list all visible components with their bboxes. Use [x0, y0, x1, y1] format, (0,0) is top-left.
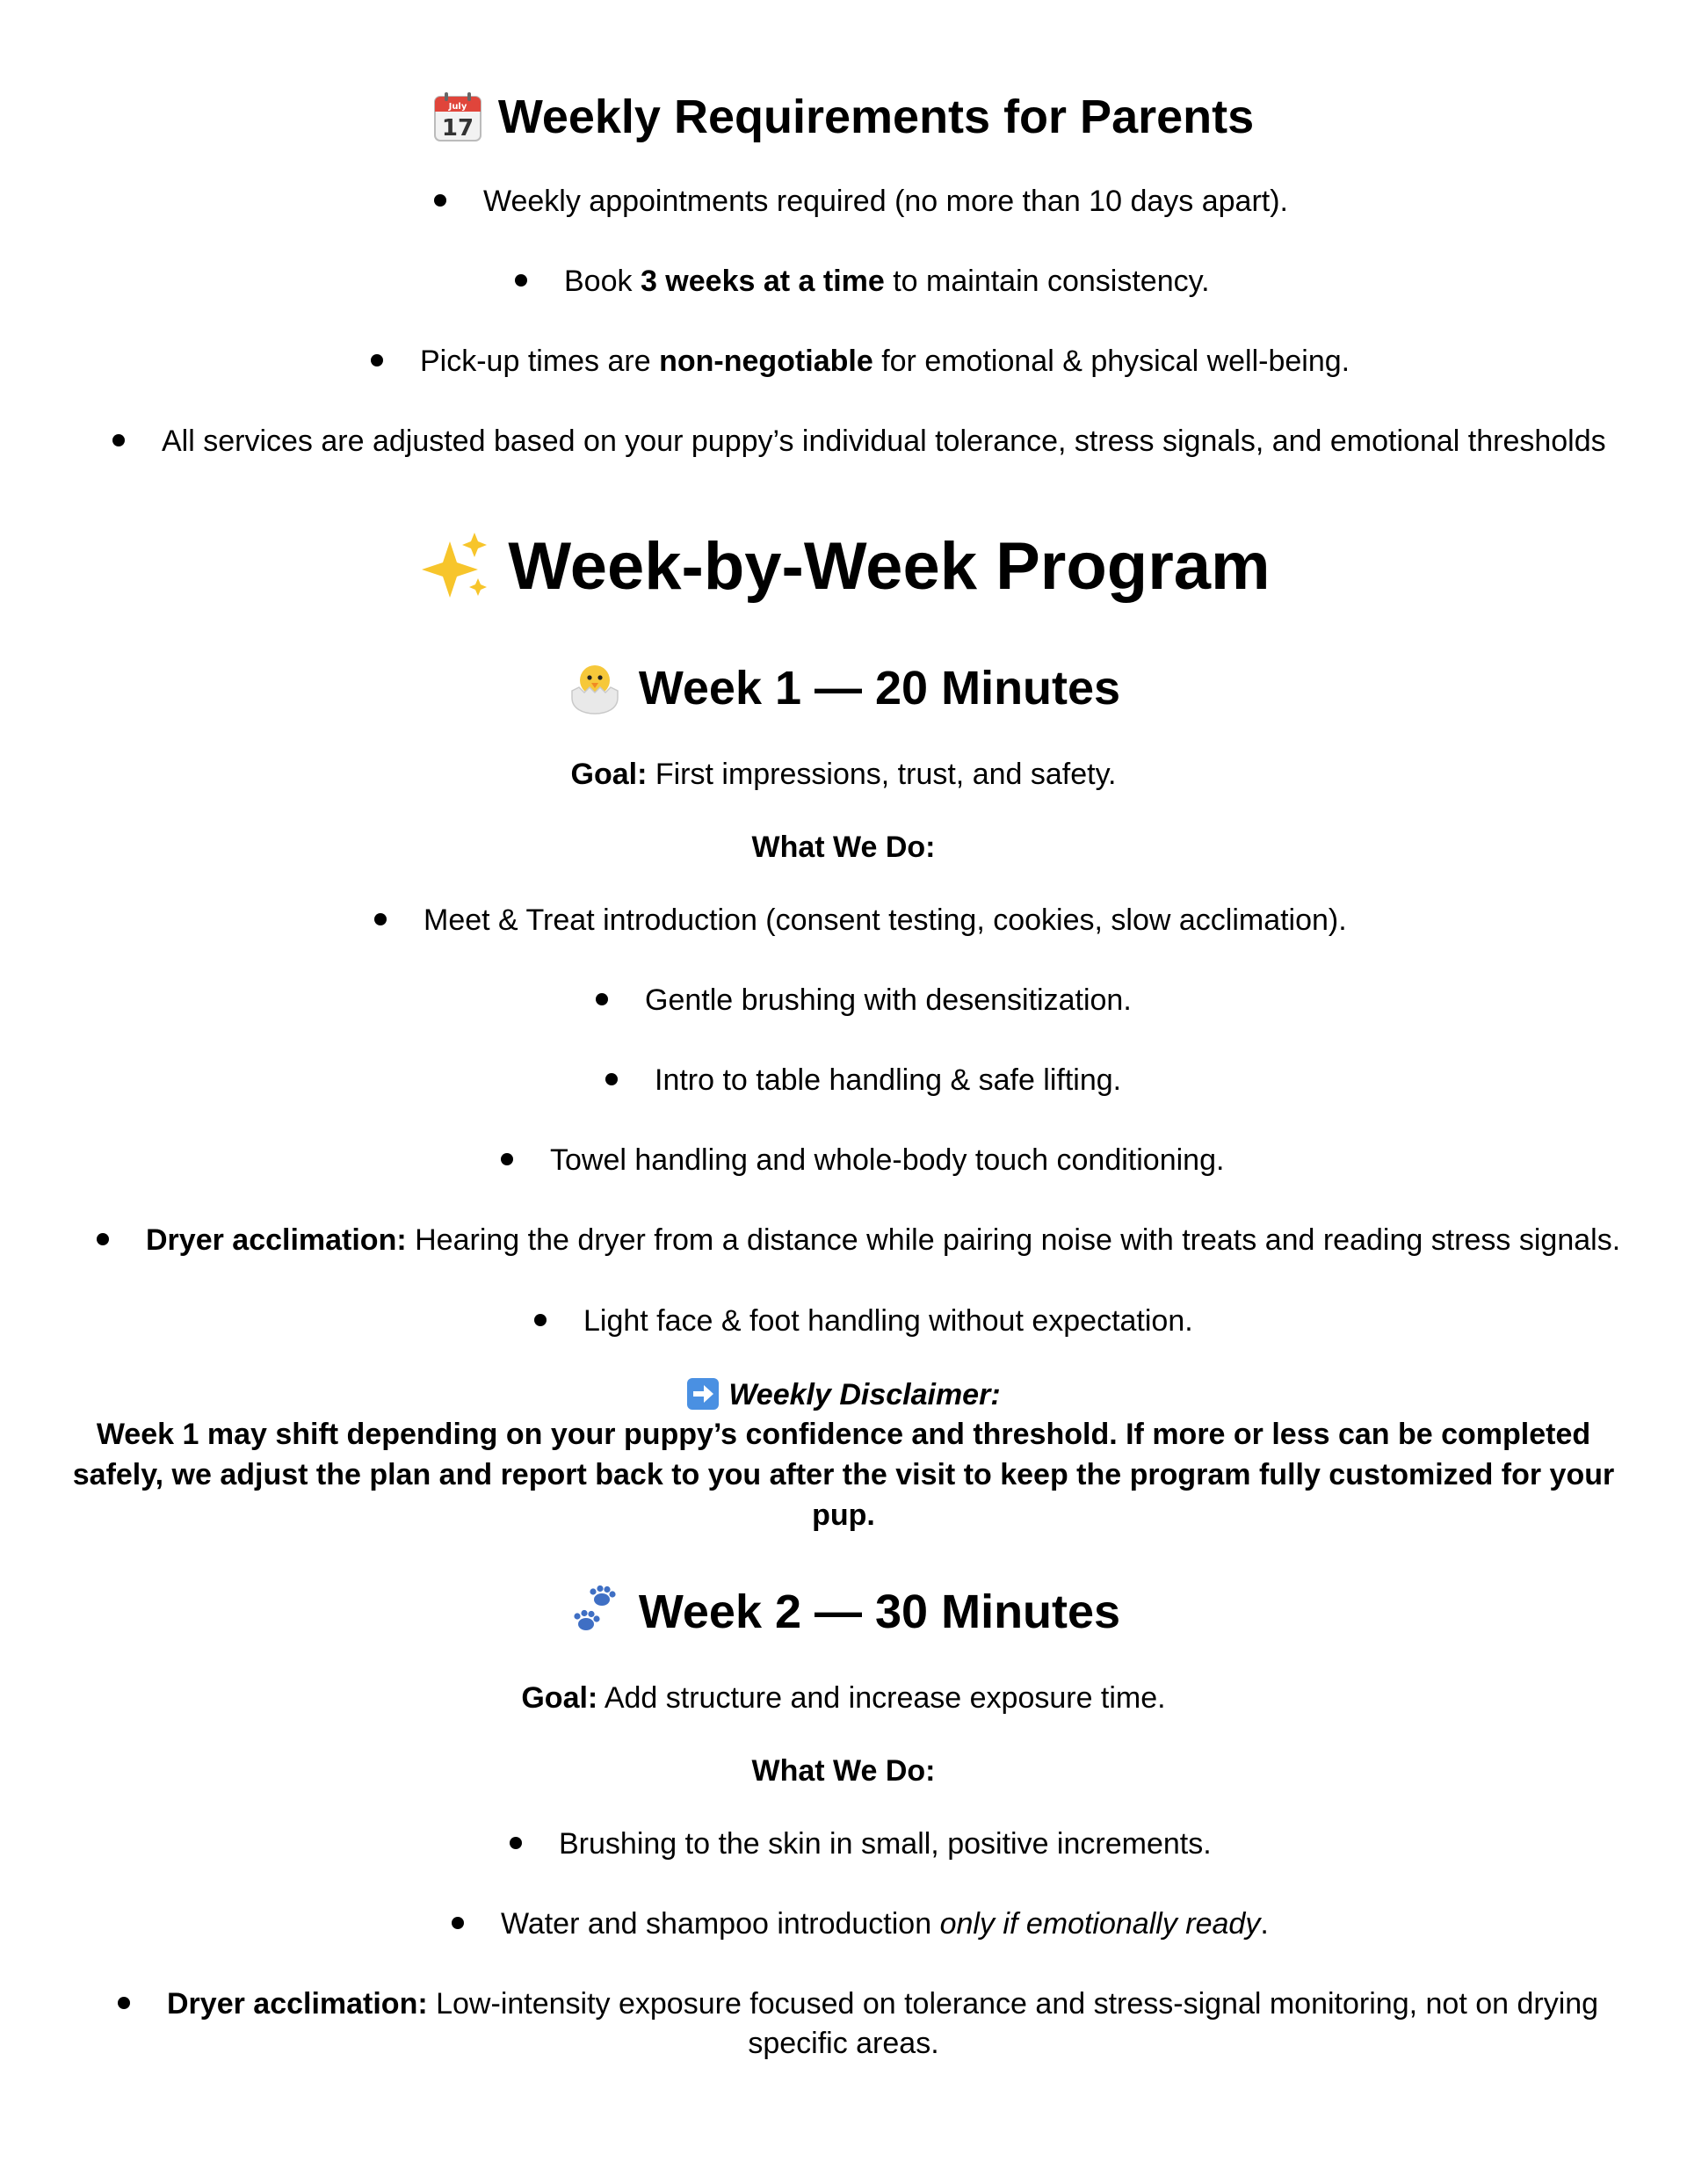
bullet-dot — [371, 354, 383, 366]
requirements-heading — [0, 86, 1687, 148]
requirements-title: Weekly Requirements for Parents — [497, 91, 1255, 143]
bullet-dot — [434, 194, 446, 207]
bullet-dot — [515, 274, 527, 287]
goal-label: Goal: — [521, 1681, 598, 1715]
right-arrow-icon — [686, 1377, 720, 1411]
calendar-icon — [433, 91, 482, 142]
bullet-dot — [501, 1153, 513, 1165]
program-heading — [0, 525, 1687, 609]
calendar-month: July — [448, 101, 467, 112]
bullet-dot — [374, 913, 387, 925]
list-item: Brushing to the skin in small, positive increments. — [510, 1824, 1212, 1864]
list-item: Towel handling and whole-body touch conditioning. — [501, 1140, 1224, 1180]
goal-text: First impressions, trust, and safety. — [647, 758, 1117, 791]
goal-text: Add structure and increase exposure time. — [597, 1681, 1166, 1715]
disclaimer-line: safely, we adjust the plan and report back to you after the visit to keep the program fully customized for your — [72, 1458, 1615, 1491]
week1-title: Week 1 — 20 Minutes — [638, 662, 1121, 715]
week2-heading — [0, 1581, 1687, 1643]
week2-title: Week 2 — 30 Minutes — [638, 1585, 1121, 1638]
list-item: Dryer acclimation: Hearing the dryer from a distance while pairing noise with treats and reading stress signals. — [97, 1220, 1620, 1260]
bullet-dot — [596, 993, 608, 1005]
list-item: Light face & foot handling without expectation. — [534, 1301, 1193, 1341]
week2-what-we-do: What We Do: — [751, 1754, 936, 1788]
list-item: Pick-up times are non-negotiable for emotional & physical well-being. — [371, 341, 1350, 381]
bullet-dot — [605, 1073, 618, 1085]
calendar-day: 17 — [441, 114, 474, 141]
week1-what-we-do: What We Do: — [751, 831, 936, 864]
program-title: Week-by-Week Program — [508, 529, 1271, 604]
list-item: Intro to table handling & safe lifting. — [605, 1060, 1121, 1100]
disclaimer-line: pup. — [812, 1498, 875, 1532]
list-item: Gentle brushing with desensitization. — [596, 980, 1132, 1020]
week2-goal — [0, 1678, 1687, 1718]
bullet-dot — [452, 1917, 464, 1929]
list-item: Book 3 weeks at a time to maintain consistency. — [515, 261, 1210, 301]
week1-heading — [0, 657, 1687, 719]
hatching-chick-icon — [567, 661, 623, 715]
bullet-dot — [510, 1837, 522, 1849]
bullet-dot — [112, 434, 125, 446]
bullet-dot — [97, 1233, 109, 1245]
sparkles-icon — [416, 529, 492, 603]
disclaimer-line: Week 1 may shift depending on your puppy’s confidence and threshold. If more or less can be completed — [96, 1418, 1591, 1451]
list-item: Water and shampoo introduction only if emotionally ready. — [452, 1904, 1269, 1944]
list-item: All services are adjusted based on your puppy’s individual tolerance, stress signals, and emotional thresholds — [112, 421, 1606, 461]
list-item-continuation: specific areas. — [748, 2027, 939, 2060]
week1-goal — [0, 754, 1687, 795]
disclaimer-title: Weekly Disclaimer: — [728, 1378, 1001, 1411]
disclaimer-heading — [0, 1375, 1687, 1415]
list-item: Dryer acclimation: Low-intensity exposure focused on tolerance and stress-signal monitoring, not on drying — [118, 1984, 1598, 2024]
goal-label: Goal: — [570, 758, 648, 791]
bullet-dot — [118, 1997, 130, 2009]
list-item: Weekly appointments required (no more than 10 days apart). — [434, 181, 1288, 221]
list-item: Meet & Treat introduction (consent testing, cookies, slow acclimation). — [374, 900, 1347, 940]
bullet-dot — [534, 1314, 547, 1326]
paw-prints-icon — [567, 1585, 623, 1638]
